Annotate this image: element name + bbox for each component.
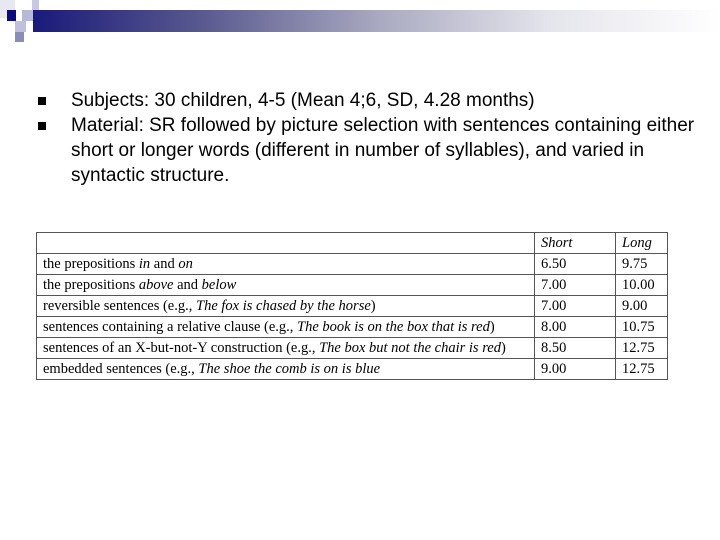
square-bullet-icon [38,122,46,130]
table-row [37,317,668,338]
slide-background [0,424,720,540]
text: and [150,256,179,272]
decor-square [32,0,39,10]
short-cell: 7.00 [535,275,616,296]
table-row [37,275,668,296]
text: the prepositions [43,277,139,293]
table-row [37,359,668,380]
condition-cell [37,275,535,296]
long-cell: 9.75 [616,254,668,275]
text: reversible sentences (e.g., [43,298,196,314]
short-cell: 7.00 [535,296,616,317]
example-text: The box but not the chair is red [319,340,501,356]
bullet-text: Subjects: 30 children, 4-5 (Mean 4;6, SD, 4.28 months) [71,90,535,111]
bullet-item [38,113,698,188]
example-text: above [138,277,174,293]
table-row [37,254,668,275]
table-row [37,338,668,359]
header-short: Short [535,233,616,254]
text: sentences containing a relative clause (e.g., [43,319,298,335]
decor-square [7,10,16,21]
short-cell: 6.50 [535,254,616,275]
results-table [36,232,668,380]
example-text: below [201,277,237,293]
bullet-list [38,88,698,188]
text: ) [370,298,376,314]
condition-cell [37,254,535,275]
long-cell: 12.75 [616,338,668,359]
text: and [173,277,202,293]
header-long: Long [616,233,668,254]
condition-cell [37,317,535,338]
example-text: The shoe the comb is on is blue [198,361,381,377]
condition-cell [37,296,535,317]
long-cell: 12.75 [616,359,668,380]
header-empty [37,233,535,254]
example-text: on [178,256,193,272]
table-row [37,296,668,317]
decor-square [15,32,24,42]
text: the prepositions [43,256,139,272]
long-cell: 9.00 [616,296,668,317]
square-bullet-icon [38,97,46,105]
bullet-item [38,88,698,113]
example-text: The book is on the box that is red [297,319,490,335]
example-text: in [138,256,151,272]
short-cell: 8.50 [535,338,616,359]
text: sentences of an X-but-not-Y construction (e.g., [43,340,320,356]
title-gradient-bar [33,10,720,32]
short-cell: 9.00 [535,359,616,380]
text: ) [501,340,506,356]
text: embedded sentences (e.g., [43,361,199,377]
long-cell: 10.75 [616,317,668,338]
table-header-row [37,233,668,254]
condition-cell [37,338,535,359]
short-cell: 8.00 [535,317,616,338]
bullet-text: Material: SR followed by picture selection with sentences containing either short or longer words (different in number of syllables), and varied in syntactic structure. [71,115,695,186]
decor-square [15,21,26,32]
example-text: The fox is chased by the horse [196,298,371,314]
text: ) [489,319,495,335]
long-cell: 10.00 [616,275,668,296]
condition-cell [37,359,535,380]
decor-square [22,10,33,21]
